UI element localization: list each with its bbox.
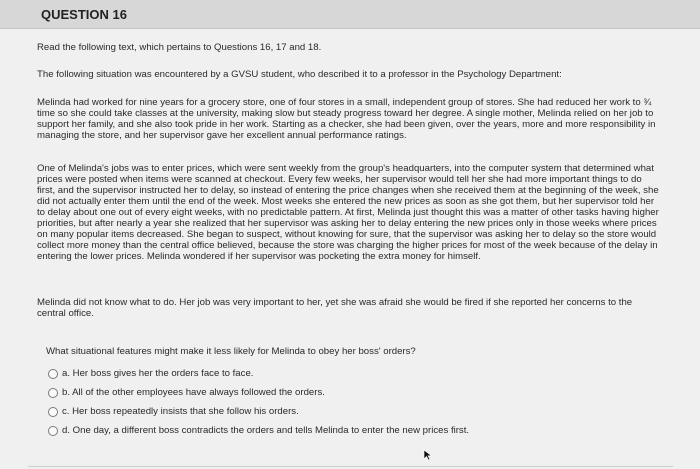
option-c-label: c. Her boss repeatedly insists that she follow his orders. bbox=[62, 406, 299, 417]
passage-paragraph-3: Melinda did not know what to do. Her job was very important to her, yet she was afraid she would be fired if she reported her concerns to the central office. bbox=[37, 297, 633, 319]
question-header bbox=[0, 0, 700, 29]
passage-paragraph-2: One of Melinda's jobs was to enter prices, which were sent weekly from the group's headquarters, into the computer system that determined what prices were posted when items were scanned at checkout. Every few weeks, her supervisor would tell her she had more important things to do first, and the supervisor instructed her to delay, so instead of entering the price changes when she received them at the beginning of the week, she did not actually enter them until the end of the week. Most weeks she entered the new prices as soon as she got them, but her supervisor told her to delay about one out of every eight weeks, with no predictable pattern. At first, Melinda just thought this was a matter of other tasks having higher priorities, but after nearly a year she realized that her supervisor was asking her to delay entering the new prices only in those weeks where prices on many popular items decreased. She began to suspect, without knowing for sure, that the supervisor was asking her to delay so the store would collect more money than the central office believed, because the store was charging the higher prices for most of the week because of the delay in entering the lower prices. Melinda wondered if her supervisor was pocketing the extra money for himself. bbox=[37, 163, 659, 262]
option-d-label: d. One day, a different boss contradicts the orders and tells Melinda to enter the new prices first. bbox=[62, 425, 470, 436]
option-b[interactable] bbox=[48, 383, 469, 402]
question-title: QUESTION 16 bbox=[41, 7, 127, 22]
question-prompt: What situational features might make it less likely for Melinda to obey her boss' orders? bbox=[46, 346, 416, 357]
divider bbox=[28, 466, 673, 467]
option-a-label: a. Her boss gives her the orders face to face. bbox=[62, 368, 254, 379]
passage-intro: Read the following text, which pertains to Questions 16, 17 and 18. bbox=[37, 42, 322, 53]
option-c[interactable] bbox=[48, 402, 469, 421]
radio-button-a[interactable] bbox=[48, 369, 58, 379]
passage-paragraph-1: Melinda had worked for nine years for a grocery store, one of four stores in a small, independent group of stores. She had reduced her work to ¾ time so she could take classes at the university, making slow but steady progress toward her degree. A single mother, Melinda relied on her job to support her family, and she also took pride in her work. Starting as a checker, she had been given, over the years, more and more responsibility in managing the store, and her supervisor gave her excellent annual performance ratings. bbox=[37, 97, 656, 141]
mouse-pointer-icon bbox=[423, 449, 433, 461]
option-b-label: b. All of the other employees have always followed the orders. bbox=[62, 387, 325, 398]
answer-options bbox=[48, 364, 469, 440]
radio-button-d[interactable] bbox=[48, 426, 58, 436]
radio-button-c[interactable] bbox=[48, 407, 58, 417]
question-content bbox=[0, 29, 700, 469]
radio-button-b[interactable] bbox=[48, 388, 58, 398]
passage-situation: The following situation was encountered by a GVSU student, who described it to a professor in the Psychology Department: bbox=[37, 69, 562, 80]
option-a[interactable] bbox=[48, 364, 469, 383]
option-d[interactable] bbox=[48, 421, 469, 440]
